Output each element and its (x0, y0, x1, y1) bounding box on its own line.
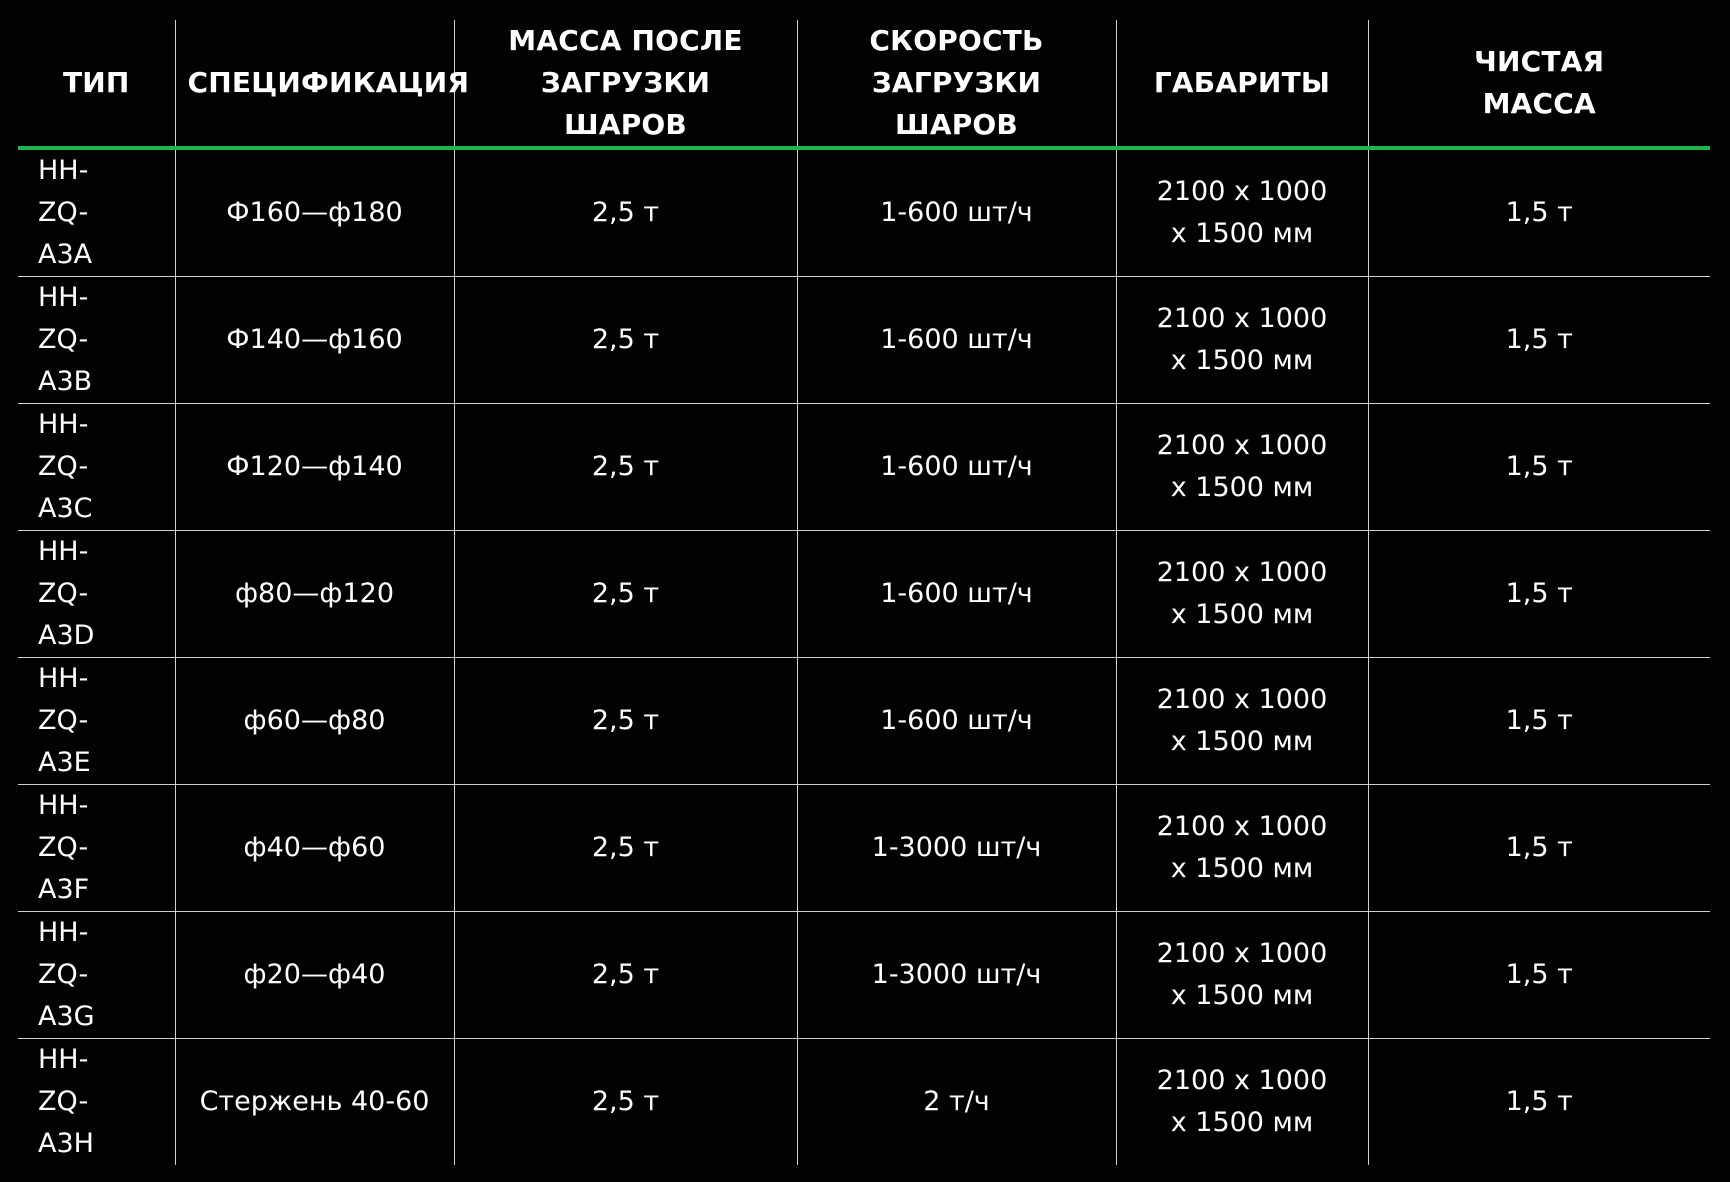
header-loading-speed: СКОРОСТЬ ЗАГРУЗКИ ШАРОВ (797, 20, 1116, 148)
cell-mass-after-loading: 2,5 т (454, 404, 797, 531)
cell-dimensions: 2100 x 1000 x 1500 мм (1116, 277, 1368, 404)
cell-dimensions: 2100 x 1000 x 1500 мм (1116, 658, 1368, 785)
cell-net-mass: 1,5 т (1368, 912, 1710, 1039)
table-body (18, 148, 1710, 1165)
cell-mass-after-loading: 2,5 т (454, 1039, 797, 1166)
table-row (18, 912, 1710, 1039)
cell-specification: ф80—ф120 (175, 531, 454, 658)
cell-specification: Ф140—ф160 (175, 277, 454, 404)
header-mass-after-loading: МАССА ПОСЛЕ ЗАГРУЗКИ ШАРОВ (454, 20, 797, 148)
cell-specification: Стержень 40-60 (175, 1039, 454, 1166)
cell-net-mass: 1,5 т (1368, 1039, 1710, 1166)
cell-net-mass: 1,5 т (1368, 658, 1710, 785)
cell-type: HH-ZQ-A3D (18, 531, 175, 658)
header-specification: СПЕЦИФИКАЦИЯ (175, 20, 454, 148)
cell-type: HH-ZQ-A3E (18, 658, 175, 785)
cell-mass-after-loading: 2,5 т (454, 531, 797, 658)
cell-type: HH-ZQ-A3H (38, 1044, 94, 1159)
cell-type: HH-ZQ-A3B (18, 277, 175, 404)
cell-loading-speed: 1-600 шт/ч (797, 658, 1116, 785)
table-header (18, 20, 1710, 148)
cell-loading-speed: 1-600 шт/ч (797, 277, 1116, 404)
cell-type: HH-ZQ-A3G (18, 912, 175, 1039)
table-row (18, 148, 1710, 277)
cell-mass-after-loading: 2,5 т (454, 785, 797, 912)
cell-specification: ф60—ф80 (175, 658, 454, 785)
cell-net-mass: 1,5 т (1368, 148, 1710, 277)
cell-mass-after-loading: 2,5 т (454, 277, 797, 404)
table-row (18, 785, 1710, 912)
cell-type: HH-ZQ-A3A (18, 148, 175, 277)
table-row (18, 658, 1710, 785)
cell-dimensions: 2100 x 1000 x 1500 мм (1116, 785, 1368, 912)
table-row (18, 531, 1710, 658)
cell-dimensions: 2100 x 1000 x 1500 мм (1116, 1039, 1368, 1166)
cell-net-mass: 1,5 т (1368, 785, 1710, 912)
cell-dimensions: 2100 x 1000 x 1500 мм (1116, 531, 1368, 658)
cell-specification: Ф160—ф180 (175, 148, 454, 277)
cell-loading-speed: 1-3000 шт/ч (797, 912, 1116, 1039)
cell-dimensions: 2100 x 1000 x 1500 мм (1116, 912, 1368, 1039)
cell-mass-after-loading: 2,5 т (454, 658, 797, 785)
cell-specification: Ф120—ф140 (175, 404, 454, 531)
cell-type: HH-ZQ-A3C (18, 404, 175, 531)
header-row (18, 20, 1710, 148)
cell-net-mass: 1,5 т (1368, 531, 1710, 658)
cell-net-mass: 1,5 т (1368, 277, 1710, 404)
header-dimensions: ГАБАРИТЫ (1116, 20, 1368, 148)
cell-loading-speed: 1-600 шт/ч (797, 531, 1116, 658)
table-row (18, 1039, 1710, 1166)
table-row (18, 277, 1710, 404)
cell-net-mass: 1,5 т (1368, 404, 1710, 531)
cell-dimensions: 2100 x 1000 x 1500 мм (1116, 404, 1368, 531)
cell-loading-speed: 1-3000 шт/ч (797, 785, 1116, 912)
cell-type: HH-ZQ-A3F (18, 785, 175, 912)
cell-mass-after-loading: 2,5 т (454, 148, 797, 277)
cell-specification: ф40—ф60 (175, 785, 454, 912)
cell-mass-after-loading: 2,5 т (454, 912, 797, 1039)
table-row (18, 404, 1710, 531)
cell-specification: ф20—ф40 (175, 912, 454, 1039)
cell-dimensions: 2100 x 1000 x 1500 мм (1116, 148, 1368, 277)
cell-loading-speed: 2 т/ч (797, 1039, 1116, 1166)
spec-table (18, 20, 1710, 1165)
header-type: ТИП (18, 20, 175, 148)
cell-loading-speed: 1-600 шт/ч (797, 404, 1116, 531)
header-net-mass: ЧИСТАЯ МАССА (1368, 20, 1710, 148)
cell-loading-speed: 1-600 шт/ч (797, 148, 1116, 277)
